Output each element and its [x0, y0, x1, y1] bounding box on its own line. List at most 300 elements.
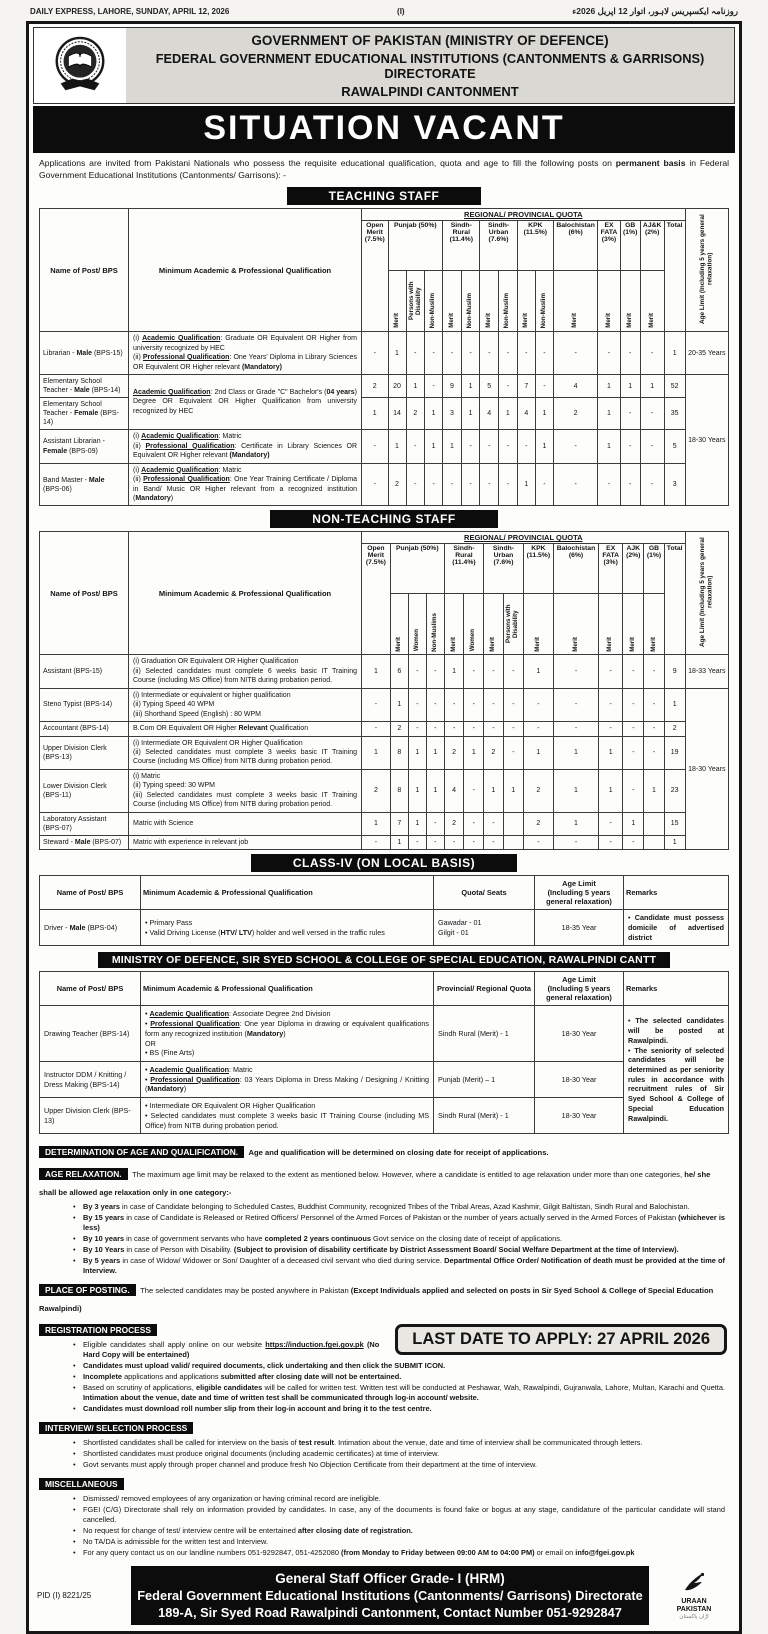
- col-header-age: Age Limit (Including 5 years general relaxation): [535, 972, 624, 1006]
- bullet-icon: •: [73, 1438, 76, 1448]
- bullet-item: • By 15 years in case of Candidate is Released or Retired Officers/ Personnel of the Armed Forces of Pakistan or the number of years actually served in the Armed Forces of Pakistan (whichever is less): [73, 1213, 726, 1233]
- quota-sub-header: Merit: [484, 594, 504, 655]
- bullet-icon: •: [73, 1213, 76, 1223]
- quota-cell: -: [408, 835, 426, 849]
- quota-cell: 2: [388, 463, 406, 506]
- bullet-icon: •: [73, 1547, 76, 1557]
- quota-cell: 1: [461, 398, 480, 430]
- quota-cell: 1: [390, 835, 408, 849]
- quota-cell: -: [362, 332, 389, 375]
- post-cell: Steno Typist (BPS-14): [40, 688, 129, 721]
- quota-cell: 1: [535, 430, 553, 463]
- quota-cell: -: [535, 374, 553, 397]
- quota-group-header: Balochistan (6%): [554, 221, 598, 271]
- quota-cell: 14: [388, 398, 406, 430]
- quota-cell: -: [461, 332, 480, 375]
- quota-cell: 20: [388, 374, 406, 397]
- quota-cell: 1: [425, 430, 443, 463]
- section-interview: [39, 1418, 729, 1470]
- quota-cell: 1: [523, 736, 553, 769]
- quota-cell: -: [644, 655, 665, 688]
- quota-cell: 1: [503, 769, 523, 812]
- quota-cell: 2: [406, 398, 425, 430]
- quota-group-header: Total: [664, 544, 685, 655]
- section-text: Age and qualification will be determined on closing date for receipt of applications.: [248, 1148, 549, 1158]
- post-cell: Lower Division Clerk (BPS-11): [40, 769, 129, 812]
- quota-cell: -: [362, 688, 391, 721]
- age-cell: 18-33 Years: [685, 655, 728, 688]
- quota-header-row: [40, 532, 729, 544]
- quota-cell: -: [599, 835, 623, 849]
- quota-cell: -: [362, 722, 391, 736]
- quota-cell: Sindh Rural (Merit) - 1: [434, 1098, 535, 1134]
- class4-table: [39, 875, 729, 946]
- quota-cell: 1: [599, 736, 623, 769]
- quota-cell: -: [499, 463, 518, 506]
- quota-group-header: Sindh-Rural (11.4%): [443, 221, 480, 271]
- quota-cell: 2: [523, 769, 553, 812]
- quota-cell: 1: [623, 812, 644, 835]
- col-header-remarks: Remarks: [624, 876, 729, 910]
- quota-cell: 1: [640, 374, 664, 397]
- quota-cell: -: [644, 688, 665, 721]
- col-header-age: Age Limit (Including 5 years general relaxation): [685, 209, 728, 332]
- title-fgei: FEDERAL GOVERNMENT EDUCATIONAL INSTITUTIONS (CANTONMENTS & GARRISONS) DIRECTORATE: [155, 51, 705, 81]
- col-header-remarks: Remarks: [624, 972, 729, 1006]
- quota-cell: 1: [362, 812, 391, 835]
- quota-cell: -: [523, 722, 553, 736]
- fgei-crest-logo: [34, 28, 126, 103]
- qualification-cell: (i) Academic Qualification: Graduate OR Equivalent OR Higher from university recognized by HEC (ii) Professional Qualification: One Years' Diploma in Library Sciences OR Equivalent OR Higher relevant (Mandatory): [129, 332, 362, 375]
- table-row: [40, 736, 729, 769]
- quota-cell: -: [464, 655, 484, 688]
- quota-cell: -: [623, 835, 644, 849]
- uraan-title: URAAN: [681, 1598, 707, 1606]
- quota-cell: 1: [408, 769, 426, 812]
- quota-cell: 1: [426, 736, 444, 769]
- quota-cell: 4: [554, 374, 598, 397]
- table-row-driver: [40, 910, 729, 946]
- quota-group-header: Sindh-Urban (7.6%): [480, 221, 517, 271]
- quota-group-header: KPK (11.5%): [517, 221, 553, 271]
- section-age-relaxation: [39, 1164, 729, 1276]
- quota-cell: 1: [426, 769, 444, 812]
- col-header-qual: Minimum Academic & Professional Qualification: [129, 209, 362, 332]
- quota-cell: 2: [484, 736, 504, 769]
- bullet-item: • By 10 years in case of government servants who have completed 2 years continuous Govt service on the closing date of receipt of applications.: [73, 1234, 562, 1244]
- bullet-item: • By 10 Years in case of Person with Disability. (Subject to provision of disability certificate by District Assessment Board/ Social Welfare Department at the time of Interview).: [73, 1245, 679, 1255]
- quota-cell: -: [554, 430, 598, 463]
- quota-cell: -: [464, 835, 484, 849]
- quota-cell: -: [444, 688, 464, 721]
- quota-cell: -: [598, 332, 621, 375]
- section-determination: [39, 1142, 729, 1160]
- section-label: INTERVIEW/ SELECTION PROCESS: [39, 1422, 193, 1434]
- quota-cell: 1: [444, 655, 464, 688]
- bullet-icon: •: [73, 1372, 76, 1382]
- bullet-icon: •: [73, 1234, 76, 1244]
- masthead-page-number: (I): [397, 7, 405, 16]
- quota-cell: 1: [517, 463, 535, 506]
- quota-group-header: Sindh-Rural (11.4%): [444, 544, 483, 594]
- remarks-cell: • The selected candidates will be posted at Rawalpindi. • The seniority of selected candidates will be determined as per seniority rules in accordance with recruitment rules of Sir Syed School & College of Special Education Rawalpindi.: [624, 1006, 729, 1134]
- quota-cell: 1: [406, 374, 425, 397]
- col-header-post: Name of Post/ BPS: [40, 972, 141, 1006]
- quota-cell: 15: [664, 812, 685, 835]
- contact-officer: General Staff Officer Grade- I (HRM): [275, 1570, 505, 1586]
- ad-header: [33, 27, 735, 104]
- quota-cell: -: [503, 722, 523, 736]
- bullet-item: • No TA/DA is admissible for the written test and Interview.: [73, 1536, 268, 1546]
- non-teaching-staff-banner: NON-TEACHING STAFF: [270, 510, 497, 528]
- quota-cell: 4: [444, 769, 464, 812]
- quota-sub-header: Merit: [388, 271, 406, 332]
- section-label: AGE RELAXATION.: [39, 1168, 128, 1180]
- quota-cell: -: [406, 332, 425, 375]
- quota-cell: -: [406, 430, 425, 463]
- quota-cell: 9: [664, 655, 685, 688]
- age-cell: 18-35 Year: [535, 910, 624, 946]
- quota-cell: 2: [444, 736, 464, 769]
- bullet-item: • By 3 years in case of Candidate belonging to Scheduled Castes, Buddhist Community, recognized Tribes of the Tribal Areas, Azad Kashmir, Gilgit Baltistan, Sindh Rural and Balochistan.: [73, 1202, 690, 1212]
- quota-cell: 1: [388, 430, 406, 463]
- quota-cell: -: [503, 736, 523, 769]
- quota-sub-header: Persons with Disability: [406, 271, 425, 332]
- quota-cell: [503, 835, 523, 849]
- quota-sub-header: Non-Muslims: [426, 594, 444, 655]
- quota-cell: 1: [362, 736, 391, 769]
- class4-banner: CLASS-IV (ON LOCAL BASIS): [251, 854, 517, 872]
- section-text: The maximum age limit may be relaxed to the extent as mentioned below. However, where a candidate is entitled to age relaxation under more than one categories, he/ she shall be allowed age relaxation only in one category:-: [39, 1170, 711, 1198]
- newspaper-masthead: [0, 0, 768, 19]
- quota-cell: 1: [461, 374, 480, 397]
- quota-group-header: Open Merit (7.5%): [362, 221, 389, 332]
- table-row: [40, 655, 729, 688]
- post-cell: Upper Division Clerk (BPS-13): [40, 736, 129, 769]
- quota-cell: -: [517, 430, 535, 463]
- quota-cell: 1: [499, 398, 518, 430]
- quota-sub-header: Merit: [620, 271, 640, 332]
- col-header-qual: Minimum Academic & Professional Qualification: [141, 876, 434, 910]
- quota-cell: Punjab (Merit) – 1: [434, 1061, 535, 1097]
- quota-cell: -: [484, 688, 504, 721]
- title-govt: GOVERNMENT OF PAKISTAN (MINISTRY OF DEFENCE): [251, 33, 609, 48]
- teaching-staff-table: [39, 208, 729, 506]
- post-cell: Assistant (BPS-15): [40, 655, 129, 688]
- quota-cell: -: [484, 655, 504, 688]
- quota-group-header: GB (1%): [620, 221, 640, 271]
- quota-cell: -: [553, 655, 598, 688]
- bullet-item: • Based on scrutiny of applications, eligible candidates will be called for written test. Written test will be conducted at Peshawar, Wah, Rawalpindi, Gujranwala, Lahore, Multan, Karachi and Quetta. Intimation about the venue, date and time of written test shall be communicated through log-in account/ website.: [73, 1383, 725, 1403]
- fgei-crest-icon: [49, 35, 111, 97]
- bullet-icon: •: [73, 1449, 76, 1459]
- post-cell: Drawing Teacher (BPS-14): [40, 1006, 141, 1062]
- quota-cell: -: [620, 463, 640, 506]
- quota-sub-header: Non-Muslim: [425, 271, 443, 332]
- quota-sub-header: Merit: [599, 594, 623, 655]
- quota-group-header: GB (1%): [644, 544, 665, 594]
- quota-cell: -: [599, 722, 623, 736]
- last-date-box: LAST DATE TO APPLY: 27 APRIL 2026: [395, 1324, 727, 1355]
- masthead-date: DAILY EXPRESS, LAHORE, SUNDAY, APRIL 12, 2026: [30, 7, 230, 16]
- quota-sub-header: Non-Muslim: [461, 271, 480, 332]
- quota-cell: -: [425, 374, 443, 397]
- bullet-icon: •: [73, 1505, 76, 1514]
- quota-cell: -: [464, 722, 484, 736]
- col-header-age: Age Limit (Including 5 years general relaxation): [535, 876, 624, 910]
- age-cell: 18-30 Year: [535, 1061, 624, 1097]
- quota-cell: -: [535, 332, 553, 375]
- table-header-row: [40, 972, 729, 1006]
- quota-group-header: EX FATA (3%): [599, 544, 623, 594]
- age-cell: 18-30 Year: [535, 1006, 624, 1062]
- bullet-item: • No request for change of test/ interview centre will be entertained after closing date of registration.: [73, 1525, 413, 1535]
- bullet-item: • FGEI (C/G) Directorate shall rely on information provided by candidates. In case, any of the documents is found fake or bogus at any stage, candidature of the particular candidate will stand cancelled.: [73, 1505, 725, 1524]
- table-row-drawing-teacher: [40, 1006, 729, 1062]
- quota-cell: -: [640, 398, 664, 430]
- bullet-icon: •: [73, 1256, 76, 1266]
- quota-cell: -: [517, 332, 535, 375]
- quota-sub-header: Merit: [444, 594, 464, 655]
- qualification-cell: (i) Matric (ii) Typing speed: 30 WPM (iii) Selected candidates must complete 3 weeks basic IT Training Course (including MS Office) from NITB during probation period.: [129, 769, 362, 812]
- ad-titles: [126, 28, 734, 103]
- quota-sub-header: Merit: [523, 594, 553, 655]
- quota-cell: 2: [523, 812, 553, 835]
- col-header-qual: Minimum Academic & Professional Qualification: [141, 972, 434, 1006]
- quota-cell: -: [599, 655, 623, 688]
- quota-cell: -: [523, 835, 553, 849]
- quota-cell: -: [484, 835, 504, 849]
- table-row: [40, 812, 729, 835]
- qualification-cell: • Intermediate OR Equivalent OR Higher Qualification • Selected candidates must complete 3 weeks basic IT Training Course (including MS Office) from NITB during probation period.: [141, 1098, 434, 1134]
- qualification-cell: B.Com OR Equivalent OR Higher Relevant Qualification: [129, 722, 362, 736]
- bullet-item: • Govt servants must apply through proper channel and produce fresh No Objection Certificate from their department at the time of interview.: [73, 1460, 537, 1470]
- quota-cell: -: [599, 812, 623, 835]
- age-cell: 20-35 Years: [685, 332, 728, 375]
- quota-cell: Sindh Rural (Merit) - 1: [434, 1006, 535, 1062]
- quota-cell: -: [553, 688, 598, 721]
- age-cell: 18-30 Years: [685, 374, 728, 506]
- table-row: [40, 463, 729, 506]
- quota-cell: 2: [444, 812, 464, 835]
- bullet-item: • Shortlisted candidates shall be called for interview on the basis of test result. Intimation about the venue, date and time of interview shall be communicated through letters.: [73, 1438, 643, 1448]
- col-header-quota: Provincial/ Regional Quota: [434, 972, 535, 1006]
- quota-cell: -: [362, 430, 389, 463]
- quota-title: REGIONAL/ PROVINCIAL QUOTA: [362, 532, 686, 544]
- post-cell: Elementary School Teacher - Female (BPS-14): [40, 398, 129, 430]
- age-cell: 18-30 Year: [535, 1098, 624, 1134]
- section-label: REGISTRATION PROCESS: [39, 1324, 157, 1336]
- quota-cell: 1: [664, 332, 685, 375]
- quota-group-header: Sindh-Urban (7.6%): [484, 544, 524, 594]
- quota-cell: 8: [390, 736, 408, 769]
- quota-sub-header: Merit: [390, 594, 408, 655]
- quota-cell: 1: [644, 769, 665, 812]
- quota-cell: 1: [408, 812, 426, 835]
- quota-cell: 1: [443, 430, 462, 463]
- quota-cell: 2: [554, 398, 598, 430]
- non-teaching-staff-table: [39, 531, 729, 850]
- uraan-bird-icon: [681, 1571, 707, 1593]
- quota-cell: 1: [362, 655, 391, 688]
- quota-title: REGIONAL/ PROVINCIAL QUOTA: [362, 209, 686, 221]
- quota-cell: 2: [664, 722, 685, 736]
- quota-cell: -: [523, 688, 553, 721]
- quota-cell: -: [464, 688, 484, 721]
- quota-cell: 5: [664, 430, 685, 463]
- quota-cell: -: [480, 332, 499, 375]
- col-header-quota: Quota/ Seats: [434, 876, 535, 910]
- quota-cell: -: [425, 332, 443, 375]
- quota-cell: 1: [425, 398, 443, 430]
- bullet-item: • Candidates must download roll number slip from their log-in account and bring it to the test centre.: [73, 1404, 432, 1414]
- section-label: DETERMINATION OF AGE AND QUALIFICATION.: [39, 1146, 244, 1158]
- table-row: [40, 769, 729, 812]
- situation-vacant-banner: SITUATION VACANT: [33, 106, 735, 153]
- quota-cell: -: [640, 463, 664, 506]
- post-cell: Accountant (BPS-14): [40, 722, 129, 736]
- quota-cell: -: [553, 835, 598, 849]
- quota-cell: -: [464, 812, 484, 835]
- quota-sub-header: Women: [408, 594, 426, 655]
- bullet-icon: •: [73, 1536, 76, 1546]
- quota-cell: 1: [553, 736, 598, 769]
- qualification-cell: • Academic Qualification: Matric • Professional Qualification: 03 Years Diploma in Dress Making / Designing / Knitting (Mandatory): [141, 1061, 434, 1097]
- quota-cell: -: [444, 722, 464, 736]
- quota-cell: -: [484, 812, 504, 835]
- section-registration: [39, 1320, 729, 1414]
- quota-cell: 2: [362, 769, 391, 812]
- quota-cell: 1: [664, 688, 685, 721]
- quota-cell: -: [503, 655, 523, 688]
- post-cell: Driver - Male (BPS-04): [40, 910, 141, 946]
- quota-cell: 1: [598, 398, 621, 430]
- quota-cell: -: [620, 332, 640, 375]
- age-cell: 18-30 Years: [685, 688, 728, 849]
- quota-cell: -: [426, 835, 444, 849]
- table-row: [40, 430, 729, 463]
- quota-cell: 1: [484, 769, 504, 812]
- sir-syed-table: [39, 971, 729, 1134]
- quota-cell: 5: [480, 374, 499, 397]
- quota-sub-header: Non-Muslim: [499, 271, 518, 332]
- quota-cell: 1: [464, 736, 484, 769]
- quota-cell: -: [623, 688, 644, 721]
- table-row: [40, 374, 729, 397]
- quota-group-header: Total: [664, 221, 685, 332]
- quota-cell: 1: [388, 332, 406, 375]
- quota-cell: -: [408, 655, 426, 688]
- quota-group-header: Balochistan (6%): [553, 544, 598, 594]
- quota-cell: -: [408, 688, 426, 721]
- quota-cell: 4: [480, 398, 499, 430]
- quota-cell: 7: [517, 374, 535, 397]
- quota-cell: 1: [599, 769, 623, 812]
- quota-cell: [503, 812, 523, 835]
- quota-cell: -: [599, 688, 623, 721]
- quota-cell: 19: [664, 736, 685, 769]
- quota-cell: -: [406, 463, 425, 506]
- quota-cell: -: [598, 463, 621, 506]
- table-header-row: [40, 876, 729, 910]
- quota-group-header: Punjab (50%): [388, 221, 443, 271]
- post-cell: Steward - Male (BPS-07): [40, 835, 129, 849]
- quota-sub-header: Merit: [443, 271, 462, 332]
- quota-group-header: Open Merit (7.5%): [362, 544, 391, 655]
- bullet-icon: •: [73, 1525, 76, 1535]
- post-cell: Instructor DDM / Knitting / Dress Making (BPS-14): [40, 1061, 141, 1097]
- qualification-cell: (i) Academic Qualification: Matric (ii) Professional Qualification: Certificate in Library Sciences OR Equivalent OR Higher relevant (Mandatory): [129, 430, 362, 463]
- quota-cell: -: [426, 655, 444, 688]
- qualification-cell: Matric with Science: [129, 812, 362, 835]
- quota-cell: -: [535, 463, 553, 506]
- quota-cell: -: [426, 812, 444, 835]
- post-cell: Band Master - Male (BPS-06): [40, 463, 129, 506]
- quota-sub-header: Merit: [553, 594, 598, 655]
- quota-cell: 52: [664, 374, 685, 397]
- quota-sub-header: Merit: [623, 594, 644, 655]
- quota-cell: -: [623, 655, 644, 688]
- col-header-qual: Minimum Academic & Professional Qualification: [129, 532, 362, 655]
- quota-cell: -: [503, 688, 523, 721]
- quota-sub-header: Non-Muslim: [535, 271, 553, 332]
- post-cell: Librarian - Male (BPS-15): [40, 332, 129, 375]
- quota-cell: 6: [390, 655, 408, 688]
- quota-cell: -: [620, 430, 640, 463]
- bullet-item: • Eligible candidates shall apply online on our website https://induction.fgei.gov.pk (No Hard Copy will be entertained): [73, 1340, 380, 1360]
- quota-group-header: EX FATA (3%): [598, 221, 621, 271]
- quota-cell: -: [464, 769, 484, 812]
- quota-cell: -: [623, 722, 644, 736]
- uraan-subtitle: PAKISTAN: [676, 1605, 712, 1613]
- section-label: MISCELLANEOUS: [39, 1478, 124, 1490]
- quota-cell: 1: [620, 374, 640, 397]
- quota-cell: -: [499, 332, 518, 375]
- quota-cell: -: [480, 463, 499, 506]
- quota-cell: 1: [523, 655, 553, 688]
- quota-cell: 9: [443, 374, 462, 397]
- quota-cell: 1: [535, 398, 553, 430]
- quota-cell: -: [362, 835, 391, 849]
- quota-cell: 4: [517, 398, 535, 430]
- section-miscellaneous: [39, 1474, 729, 1558]
- quota-cell: 1: [408, 736, 426, 769]
- quota-cell: [644, 835, 665, 849]
- masthead-urdu-date: روزنامہ ایکسپریس لاہور، اتوار 12 اپریل 2026ء: [572, 6, 738, 16]
- bullet-item: • Shortlisted candidates must produce original documents (including academic certificates) at time of interview.: [73, 1449, 440, 1459]
- bullet-icon: •: [73, 1404, 76, 1414]
- bullet-icon: •: [73, 1383, 76, 1393]
- quota-cell: 1: [553, 769, 598, 812]
- advertisement-frame: [26, 21, 742, 1634]
- post-cell: Upper Division Clerk (BPS-13): [40, 1098, 141, 1134]
- quota-cell: -: [484, 722, 504, 736]
- bullet-item: • By 5 years in case of Widow/ Widower or Son/ Daughter of a deceased civil servant who died during service. Departmental Office Order/ Notification of death must be provided at the time of Interview.: [73, 1256, 726, 1276]
- quota-group-header: Punjab (50%): [390, 544, 444, 594]
- quota-cell: 1: [598, 374, 621, 397]
- quota-cell: [644, 812, 665, 835]
- quota-cell: -: [444, 835, 464, 849]
- quota-sub-header: Merit: [640, 271, 664, 332]
- post-cell: Assistant Librarian - Female (BPS-09): [40, 430, 129, 463]
- intro-paragraph: Applications are invited from Pakistani Nationals who possess the requisite educational qualification, quota and age to fill the following posts on permanent basis in Federal Government Educational Institutions (Cantonments/ Garrisons): -: [39, 158, 730, 180]
- col-header-post: Name of Post/ BPS: [40, 532, 129, 655]
- section-text: The selected candidates may be posted anywhere in Pakistan (Except Individuals applied and selected on posts in Sir Syed School & College of Special Education Rawalpindi): [39, 1286, 714, 1314]
- contact-address: 189-A, Sir Syed Road Rawalpindi Cantonment, Contact Number 051-9292847: [158, 1604, 622, 1620]
- qualification-cell: (i) Academic Qualification: Matric (ii) Professional Qualification: One Year Training Certificate / Diploma in Band/ Music OR Higher relevant from a recognized institution (Mandatory): [129, 463, 362, 506]
- qualification-cell: • Primary Pass • Valid Driving License (HTV/ LTV) holder and well versed in the traffic rules: [141, 910, 434, 946]
- section-label: PLACE OF POSTING.: [39, 1284, 136, 1296]
